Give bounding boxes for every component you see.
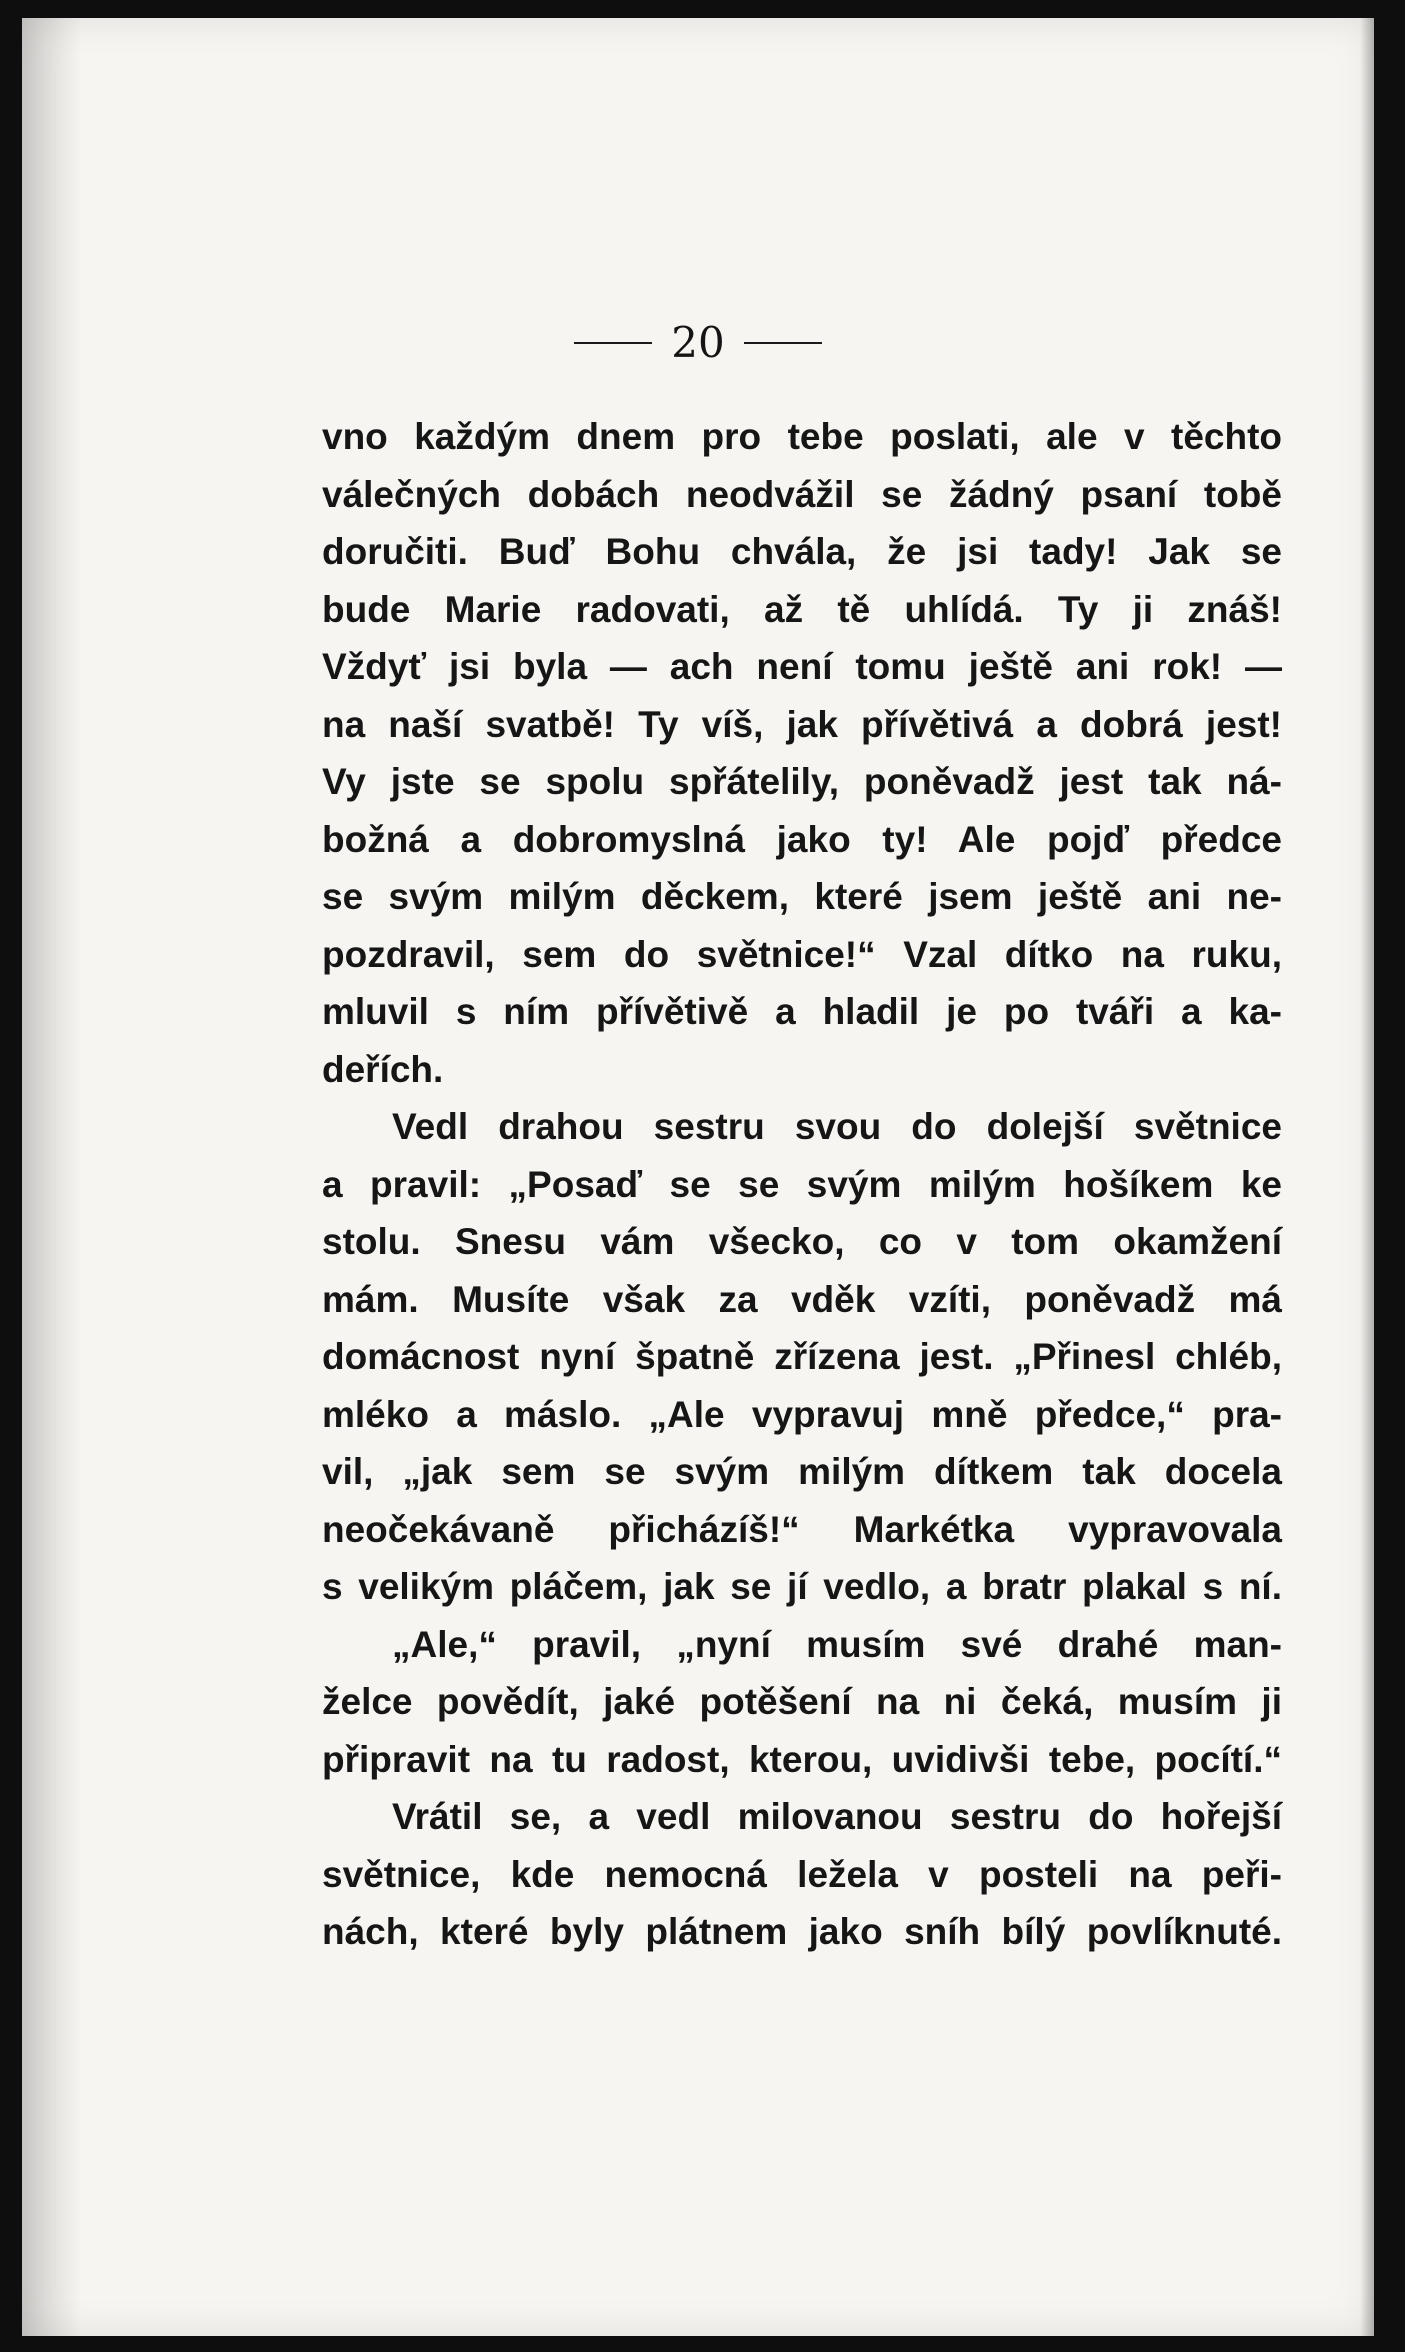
- text-line: připravit na tu radost, kterou, uvidivši tebe, pocítí.“: [322, 1738, 1282, 1780]
- text-line: doručiti. Buď Bohu chvála, že jsi tady! Jak se: [322, 531, 1282, 572]
- page-number: 20: [671, 318, 725, 367]
- text-line: s velikým pláčem, jak se jí vedlo, a bratr plakal s ní.: [322, 1566, 1282, 1607]
- text-line: vil, „jak sem se svým milým dítkem tak docela: [322, 1451, 1282, 1492]
- text-line: nách, které byly plátnem jako sníh bílý povlíknuté.: [322, 1911, 1282, 1952]
- text-line: válečných dobách neodvážil se žádný psaní tobě: [322, 473, 1282, 515]
- text-line: Vy jste se spolu spřátelily, poněvadž jest tak ná-: [322, 761, 1282, 802]
- body-text: [322, 408, 1282, 1961]
- text-line: mléko a máslo. „Ale vypravuj mně předce,“ pra-: [322, 1393, 1282, 1435]
- text-line: vno každým dnem pro tebe poslati, ale v těchto: [322, 416, 1282, 457]
- text-line: deřích.: [322, 1048, 444, 1090]
- text-line: mám. Musíte však za vděk vzíti, poněvadž má: [322, 1278, 1282, 1320]
- text-line: se svým milým děckem, které jsem ještě ani ne-: [322, 876, 1282, 917]
- left-rule: [574, 342, 652, 344]
- text-line: mluvil s ním přívětivě a hladil je po tváři a ka-: [322, 991, 1282, 1032]
- text-line: bude Marie radovati, až tě uhlídá. Ty ji znáš!: [322, 588, 1282, 630]
- text-line: stolu. Snesu vám všecko, co v tom okamžení: [322, 1221, 1282, 1262]
- text-line: pozdravil, sem do světnice!“ Vzal dítko na ruku,: [322, 933, 1282, 975]
- text-line: Vždyť jsi byla — ach není tomu ještě ani rok! —: [322, 646, 1282, 687]
- text-line: neočekávaně přicházíš!“ Markétka vypravovala: [322, 1508, 1282, 1550]
- text-line: božná a dobromyslná jako ty! Ale pojď předce: [322, 818, 1282, 860]
- text-line: světnice, kde nemocná ležela v posteli na peři-: [322, 1853, 1282, 1895]
- text-line: „Ale,“ pravil, „nyní musím své drahé man-: [392, 1623, 1282, 1665]
- text-line: domácnost nyní špatně zřízena jest. „Přinesl chléb,: [322, 1336, 1282, 1377]
- page-number-header: [22, 318, 1374, 367]
- text-line: na naší svatbě! Ty víš, jak přívětivá a dobrá jest!: [322, 703, 1282, 745]
- text-line: Vedl drahou sestru svou do dolejší světnice: [392, 1106, 1282, 1147]
- right-rule: [744, 342, 822, 344]
- text-line: a pravil: „Posaď se se svým milým hošíkem ke: [322, 1163, 1282, 1205]
- book-page: [22, 18, 1374, 2336]
- text-line: Vrátil se, a vedl milovanou sestru do hořejší: [392, 1796, 1282, 1837]
- text-line: želce povědít, jaké potěšení na ni čeká, musím ji: [322, 1681, 1282, 1722]
